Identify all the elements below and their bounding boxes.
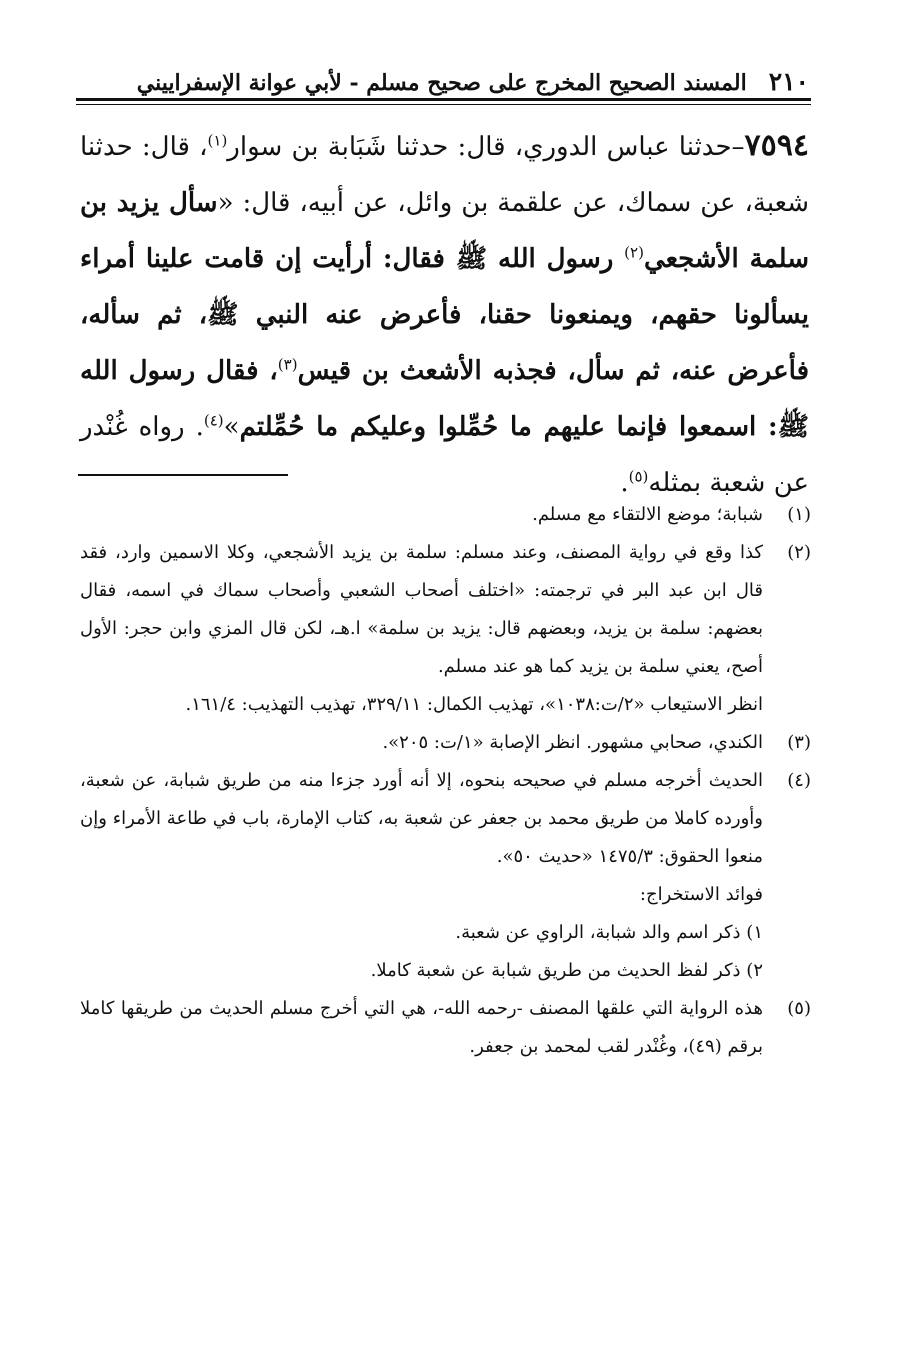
narration-note: . رواه غُنْدر عن شعبة بمثله — [80, 412, 809, 498]
footnote-3 — [80, 724, 811, 762]
footnote-separator — [78, 474, 288, 476]
footnote-ref-4[interactable]: (٤) — [203, 411, 224, 430]
footnote-text: هذه الرواية التي علقها المصنف -رحمه الله-، هي التي أخرج مسلم الحديث من طريقها كاملا برقم (٤٩)، وغُنْدر لقب لمحمد بن جعفر. — [80, 998, 763, 1057]
footnote-marker: (٤) — [787, 770, 811, 791]
footnotes — [80, 496, 811, 1066]
isnad-part-1: –حدثنا عباس الدوري، قال: حدثنا شَبَابة بن سوار — [227, 132, 745, 162]
header-rule-thick — [76, 98, 811, 101]
footnote-1 — [80, 496, 811, 534]
matn-part-1: سأل يزيد بن سلمة الأشجعي — [80, 188, 810, 274]
footnote-ref-1[interactable]: (١) — [207, 131, 228, 150]
footnote-marker: (٥) — [787, 998, 811, 1019]
benefit-item: ١) ذكر اسم والد شبابة، الراوي عن شعبة. — [455, 922, 763, 943]
benefit-item: ٢) ذكر لفظ الحديث من طريق شبابة عن شعبة كاملا. — [370, 960, 763, 981]
footnote-text: كذا وقع في رواية المصنف، وعند مسلم: سلمة بن يزيد الأشجعي، وكلا الاسمين وارد، فقد قال ابن عبد البر في ترجمته: «اختلف أصحاب الشعبي وأصحاب سماك في اسمه، فقال بعضهم: سلمة بن يزيد، وبعضهم قال: يزيد بن سلمة» ا.هـ، لكن قال المزي وابن حجر: الأول أصح، يعني سلمة بن يزيد كما هو عند مسلم. — [80, 542, 763, 677]
page-number: ٢١٠ — [768, 67, 809, 96]
hadith-number: ٧٥٩٤ — [744, 128, 809, 163]
footnote-text: الكندي، صحابي مشهور. انظر الإصابة «١/ت: ٢٠٥». — [382, 732, 763, 753]
footnote-marker: (١) — [787, 504, 811, 525]
footnote-ref-5[interactable]: (٥) — [628, 467, 649, 486]
footnote-text: شبابة؛ موضع الالتقاء مع مسلم. — [532, 504, 763, 525]
footnote-2 — [80, 534, 811, 724]
benefits-title: فوائد الاستخراج: — [639, 884, 763, 905]
final-period: . — [620, 468, 629, 498]
hadith-text — [80, 118, 809, 511]
footnote-5 — [80, 990, 811, 1066]
footnote-4 — [80, 762, 811, 990]
footnote-references: انظر الاستيعاب «٢/ت:١٠٣٨»، تهذيب الكمال: ٣٢٩/١١، تهذيب التهذيب: ١٦١/٤. — [185, 694, 763, 715]
matn-part-2: رسول الله ﷺ فقال: أرأيت إن قامت علينا أمراء يسألونا حقهم، ويمنعونا حقنا، فأعرض عنه النبي ﷺ، ثم سأله، فأعرض عنه، ثم سأل، فجذبه الأشعث بن قيس — [80, 244, 810, 386]
header-rule-thin — [76, 104, 811, 105]
footnote-marker: (٣) — [787, 732, 811, 753]
footnote-ref-2[interactable]: (٢) — [624, 243, 644, 262]
footnote-marker: (٢) — [787, 542, 811, 563]
isnad-part-2: ، قال: حدثنا شعبة، عن سماك، عن علقمة بن وائل، عن أبيه، قال: « — [80, 132, 809, 218]
footnote-ref-3[interactable]: (٣) — [277, 355, 298, 374]
book-title: المسند الصحيح المخرج على صحيح مسلم - لأبي عوانة الإسفراييني — [136, 70, 747, 96]
footnote-text: الحديث أخرجه مسلم في صحيحه بنحوه، إلا أنه أورد جزءا منه من طريق شبابة، عن شعبة، وأورده كاملا من طريق محمد بن جعفر عن شعبة به، كتاب الإمارة، باب في طاعة الأمراء وإن منعوا الحقوق: ١٤٧٥/٣ «حديث ٥٠». — [80, 770, 763, 867]
running-header — [82, 56, 809, 96]
matn-part-3: ، فقال رسول الله ﷺ: اسمعوا فإنما عليهم ما حُمِّلوا وعليكم ما حُمِّلتم — [80, 356, 810, 442]
quote-close: » — [223, 412, 240, 442]
